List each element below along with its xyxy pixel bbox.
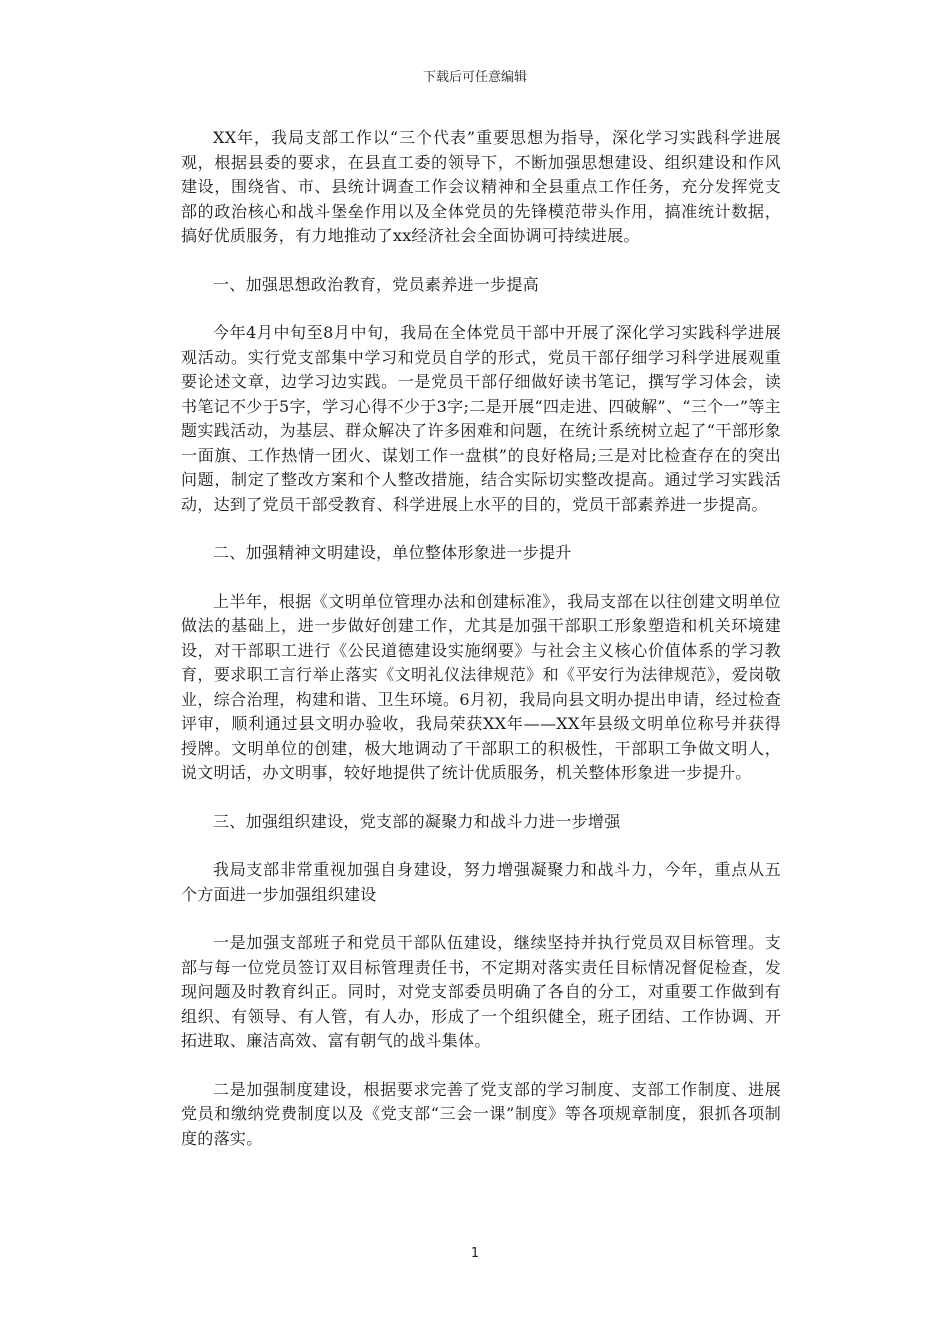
section-3-point-2-paragraph: 二是加强制度建设，根据要求完善了党支部的学习制度、支部工作制度、进展党员和缴纳党费制度以及《党支部“三会一课”制度》等各项规章制度，狠抓各项制度的落实。 bbox=[181, 1079, 781, 1148]
intro-paragraph: XX年，我局支部工作以“三个代表”重要思想为指导，深化学习实践科学进展观，根据县委的要求，在县直工委的领导下，不断加强思想建设、组织建设和作风建设，围绕省、市、县统计调查工作会议精神和全县重点工作任务，充分发挥党支部的政治核心和战斗堡垒作用以及全体党员的先锋模范带头作用，搞准统计数据，搞好优质服务，有力地推动了xx经济社会全面协调可持续进展。 bbox=[181, 128, 781, 245]
section-1-paragraph: 今年4月中旬至8月中旬，我局在全体党员干部中开展了深化学习实践科学进展观活动。实行党支部集中学习和党员自学的形式，党员干部仔细学习科学进展观重要论述文章，边学习边实践。一是党员干部仔细做好读书笔记，撰写学习体会，读书笔记不少于5字，学习心得不少于3字;二是开展“四走进、四破解”、“三个一”等主题实践活动，为基层、群众解决了许多困难和问题，在统计系统树立起了“干部形象一面旗、工作热情一团火、谋划工作一盘棋”的良好格局;三是对比检查存在的突出问题，制定了整改方案和个人整改措施，结合实际切实整改提高。通过学习实践活动，达到了党员干部受教育、科学进展上水平的目的，党员干部素养进一步提高。 bbox=[181, 323, 781, 514]
document-body bbox=[181, 126, 781, 1175]
section-heading-1: 一、加强思想政治教育，党员素养进一步提高 bbox=[213, 274, 540, 294]
section-3-intro-paragraph: 我局支部非常重视加强自身建设，努力增强凝聚力和战斗力，今年，重点从五个方面进一步加强组织建设 bbox=[181, 860, 781, 904]
page-number: 1 bbox=[470, 1246, 480, 1261]
section-heading-3: 三、加强组织建设，党支部的凝聚力和战斗力进一步增强 bbox=[213, 811, 621, 831]
page-header: 下载后可任意编辑 bbox=[422, 70, 527, 85]
section-heading-2: 二、加强精神文明建设，单位整体形象进一步提升 bbox=[213, 543, 572, 562]
section-2-paragraph: 上半年，根据《文明单位管理办法和创建标准》，我局支部在以往创建文明单位做法的基础上，进一步做好创建工作，尤其是加强干部职工形象塑造和机关环境建设，对干部职工进行《公民道德建设实施纲要》与社会主义核心价值体系的学习教育，要求职工言行举止落实《文明礼仪法律规范》和《平安行为法律规范》，爱岗敬业，综合治理，构建和谐、卫生环境。6月初，我局向县文明办提出申请，经过检查评审，顺利通过县文明办验收，我局荣获XX年——XX年县级文明单位称号并获得授牌。文明单位的创建，极大地调动了干部职工的积极性，干部职工争做文明人，说文明话，办文明事，较好地提供了统计优质服务，机关整体形象进一步提升。 bbox=[181, 591, 781, 782]
section-3-point-1-paragraph: 一是加强支部班子和党员干部队伍建设，继续坚持并执行党员双目标管理。支部与每一位党员签订双目标管理责任书，不定期对落实责任目标情况督促检查，发现问题及时教育纠正。同时，对党支部委员明确了各自的分工，对重要工作做到有组织、有领导、有人管，有人办，形成了一个组织健全，班子团结、工作协调、开拓进取、廉洁高效、富有朝气的战斗集体。 bbox=[181, 933, 781, 1050]
